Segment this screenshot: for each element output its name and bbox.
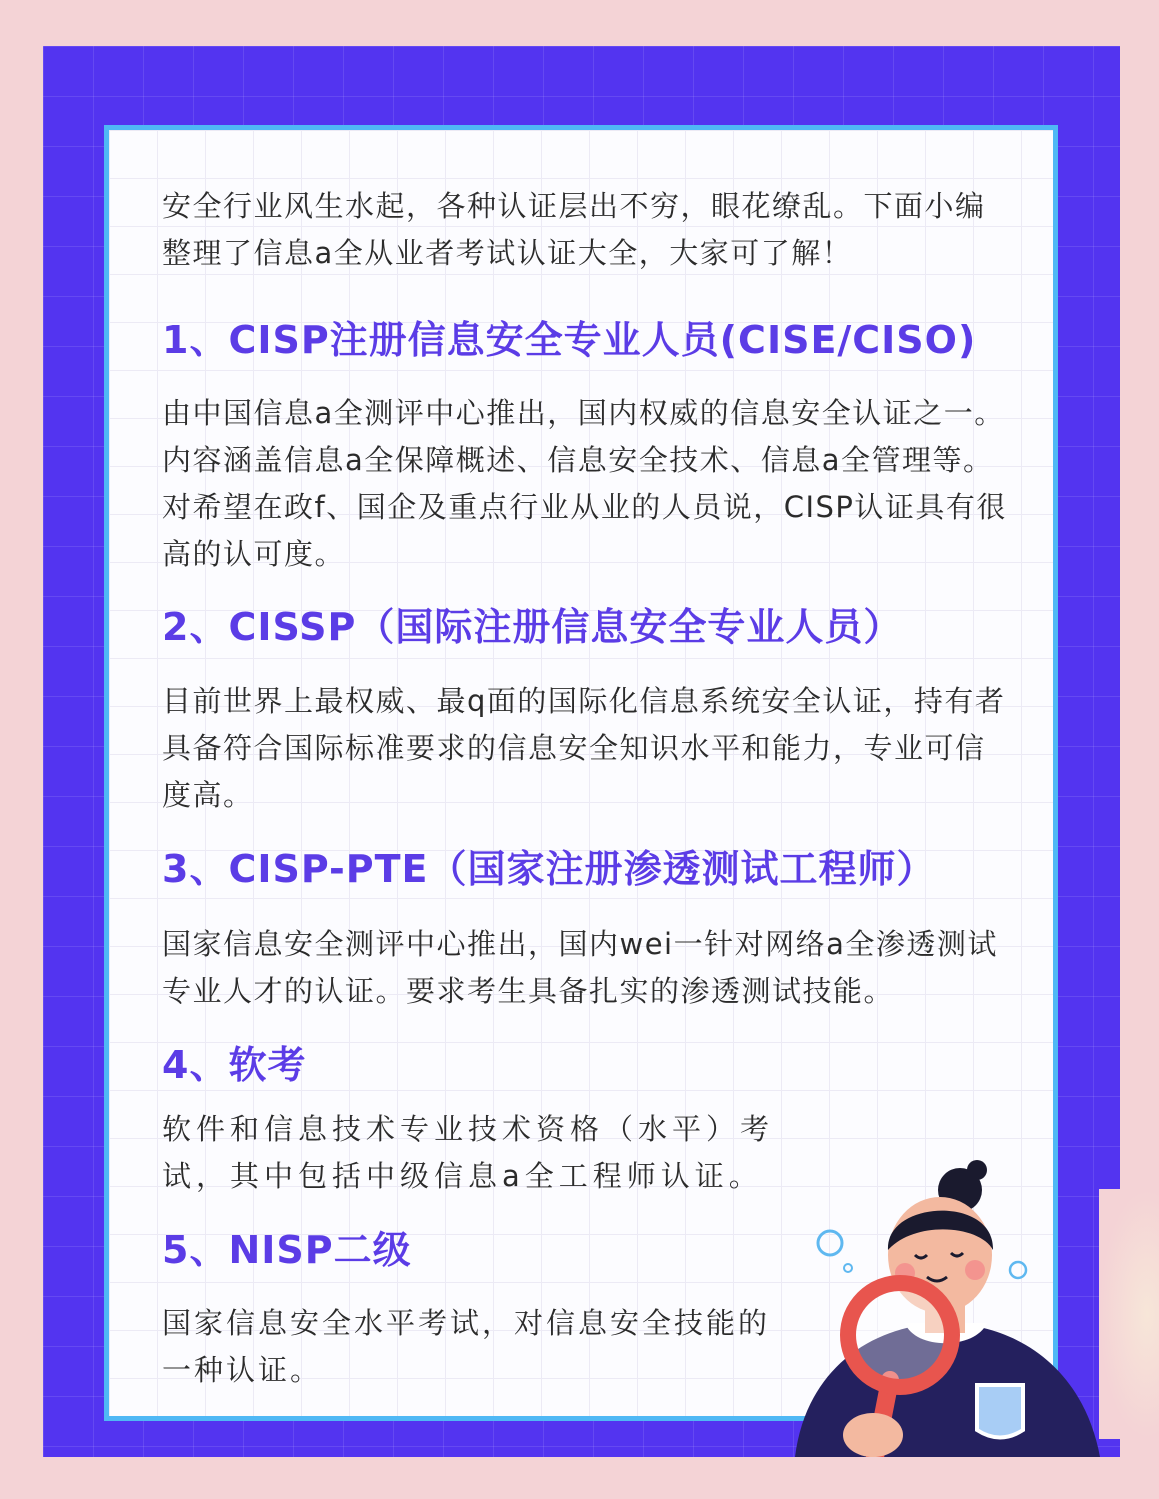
bubble-icon <box>1010 1262 1026 1278</box>
intro-text: 安全行业风生水起，各种认证层出不穷，眼花缭乱。下面小编整理了信息a全从业者考试认证大全，大家可了解！ <box>162 189 986 270</box>
body-ruankao: 软件和信息技术专业技术资格（水平）考试，其中包括中级信息a全工程师认证。 <box>162 1112 775 1193</box>
girl-with-magnifier-illustration <box>755 1155 1105 1457</box>
bubble-icon <box>844 1264 852 1272</box>
heading-nisp: 5、NISP二级 <box>162 1228 412 1272</box>
body-nisp: 国家信息安全水平考试，对信息安全技能的一种认证。 <box>162 1306 771 1387</box>
body-cisp: 由中国信息a全测评中心推出，国内权威的信息安全认证之一。内容涵盖信息a全保障概述、信息安全技术、信息a全管理等。对希望在政f、国企及重点行业从业的人员说，CISP认证具有很高的认可度。 <box>162 396 1007 571</box>
magnifying-glass-icon <box>848 1283 952 1387</box>
body-cissp: 目前世界上最权威、最q面的国际化信息系统安全认证，持有者具备符合国际标准要求的信息安全知识水平和能力，专业可信度高。 <box>162 684 1006 812</box>
heading-cisp: 1、CISP注册信息安全专业人员(CISE/CISO) <box>162 318 977 362</box>
body-cisp-pte: 国家信息安全测评中心推出，国内wei一针对网络a全渗透测试专业人才的认证。要求考生具备扎实的渗透测试技能。 <box>162 927 998 1008</box>
background-decoration <box>1099 1189 1159 1439</box>
heading-cisp-pte: 3、CISP-PTE（国家注册渗透测试工程师） <box>162 847 936 891</box>
pocket <box>977 1385 1023 1438</box>
bubble-icon <box>818 1231 842 1255</box>
heading-ruankao: 4、软考 <box>162 1043 307 1087</box>
heading-cissp: 2、CISSP（国际注册信息安全专业人员） <box>162 605 903 649</box>
